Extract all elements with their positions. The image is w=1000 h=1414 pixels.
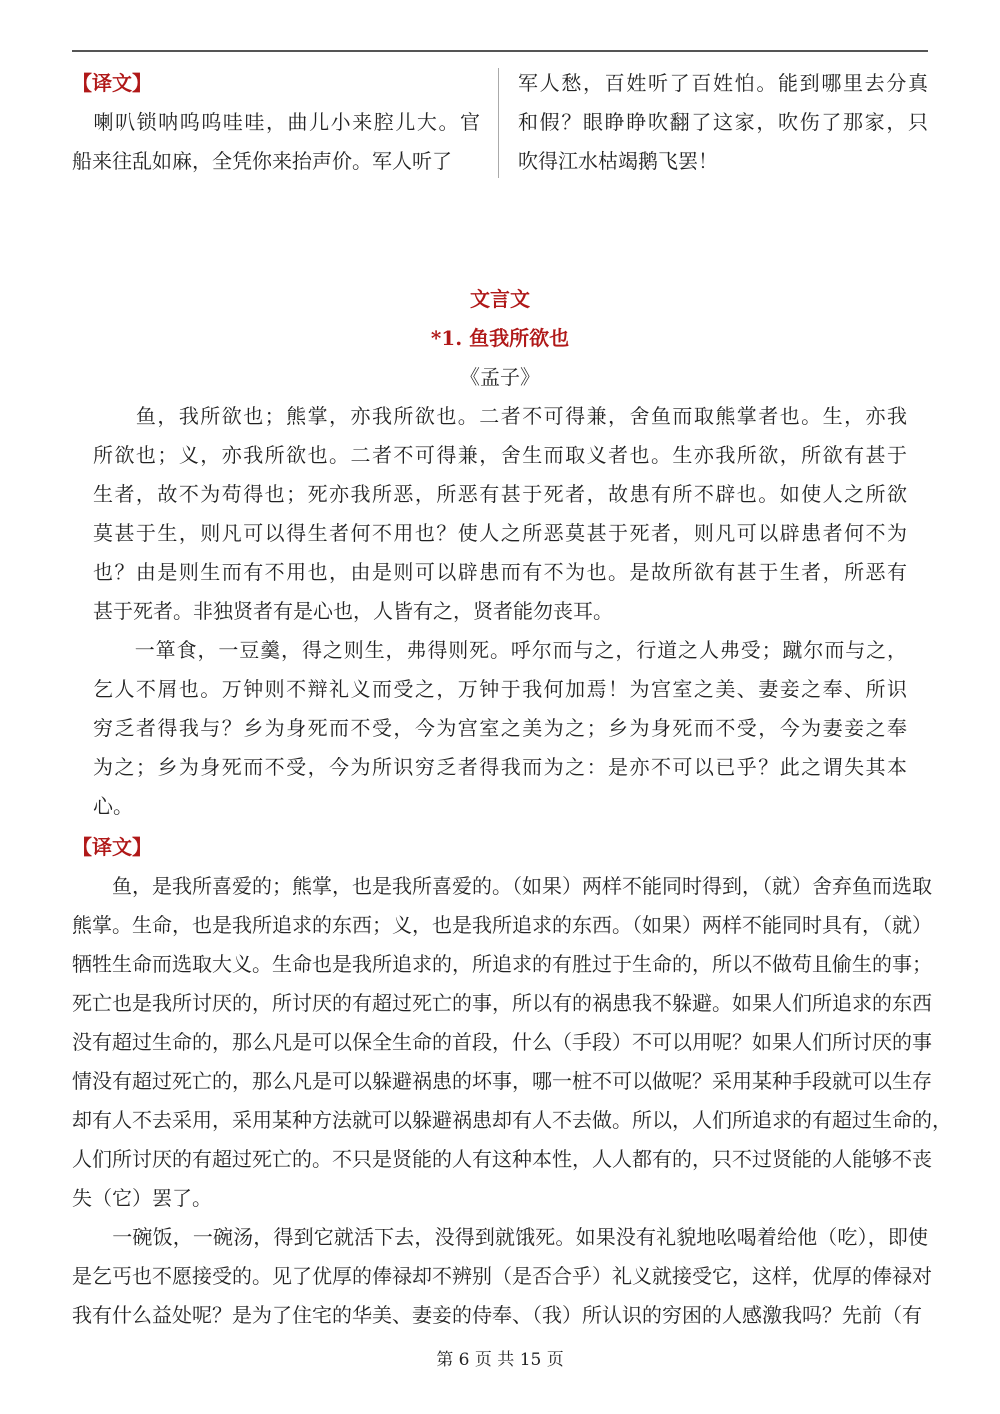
text-line: 和假？眼睁睁吹翻了这家，吹伤了那家，只 [518, 110, 928, 134]
section-heading: 文言文 [470, 287, 530, 311]
translation-label: 【译文】 [72, 835, 152, 859]
text-line: 甚于死者。非独贤者有是心也，人皆有之，贤者能勿丧耳。 [93, 599, 613, 623]
text-line: 没有超过生命的，那么凡是可以保全生命的首段，什么（手段）不可以用呢？如果人们所讨厌的事 [72, 1030, 932, 1054]
text-line: 穷乏者得我与？乡为身死而不受，今为宫室之美为之；乡为身死而不受，今为妻妾之奉 [93, 716, 907, 740]
text-line: 是乞丐也不愿接受的。见了优厚的俸禄却不辨别（是否合乎）礼义就接受它，这样，优厚的俸禄对 [72, 1264, 932, 1288]
translation-section [72, 828, 952, 1335]
text-line: 死亡也是我所讨厌的，所讨厌的有超过死亡的事，所以有的祸患我不躲避。如果人们所追求的东西 [72, 991, 932, 1015]
author: 《孟子》 [460, 365, 540, 389]
header-rule [72, 50, 928, 52]
translation-label-top: 【译文】 [72, 71, 152, 95]
text-line: 船来往乱如麻，全凭你来抬声价。军人听了 [72, 149, 452, 173]
text-line: 为之；乡为身死而不受，今为所识穷乏者得我而为之：是亦不可以已乎？此之谓失其本 [93, 755, 907, 779]
original-text [93, 397, 907, 826]
column-divider [498, 68, 499, 178]
text-line: 鱼，我所欲也；熊掌，亦我所欲也。二者不可得兼，舍鱼而取熊掌者也。生，亦我 [93, 404, 907, 428]
top-right-column [518, 64, 928, 181]
text-line: 情没有超过死亡的，那么凡是可以躲避祸患的坏事，哪一桩不可以做呢？采用某种手段就可以生存 [72, 1069, 932, 1093]
top-left-column [72, 64, 480, 181]
text-line: 一碗饭，一碗汤，得到它就活下去，没得到就饿死。如果没有礼貌地吆喝着给他（吃），即使 [72, 1225, 928, 1249]
text-line: 鱼，是我所喜爱的；熊掌，也是我所喜爱的。（如果）两样不能同时得到，（就）舍弃鱼而选取 [72, 874, 932, 898]
text-line: 牺牲生命而选取大义。生命也是我所追求的，所追求的有胜过于生命的，所以不做苟且偷生的事； [72, 952, 932, 976]
text-line: 军人愁，百姓听了百姓怕。能到哪里去分真 [518, 71, 928, 95]
text-line: 熊掌。生命，也是我所追求的东西；义，也是我所追求的东西。（如果）两样不能同时具有，（就） [72, 913, 932, 937]
text-line: 生者，故不为苟得也；死亦我所恶，所恶有甚于死者，故患有所不辟也。如使人之所欲 [93, 482, 907, 506]
text-line: 一箪食，一豆羹，得之则生，弗得则死。呼尔而与之，行道之人弗受；蹴尔而与之， [93, 638, 907, 662]
text-line: 心。 [93, 794, 133, 818]
text-line: 也？由是则生而有不用也，由是则可以辟患而有不为也。是故所欲有甚于生者，所恶有 [93, 560, 907, 584]
page-footer: 第 6 页 共 15 页 [436, 1350, 564, 1370]
text-line: 却有人不去采用，采用某种方法就可以躲避祸患却有人不去做。所以，人们所追求的有超过生命的， [72, 1108, 952, 1132]
text-line: 人们所讨厌的有超过死亡的。不只是贤能的人有这种本性，人人都有的，只不过贤能的人能够不丧 [72, 1147, 932, 1171]
text-line: 喇叭锁呐呜呜哇哇，曲儿小来腔儿大。官 [72, 110, 480, 134]
text-title: *1. 鱼我所欲也 [430, 326, 570, 350]
text-line: 失（它）罢了。 [72, 1186, 212, 1210]
text-line: 所欲也；义，亦我所欲也。二者不可得兼，舍生而取义者也。生亦我所欲，所欲有甚于 [93, 443, 907, 467]
text-line: 莫甚于生，则凡可以得生者何不用也？使人之所恶莫甚于死者，则凡可以辟患者何不为 [93, 521, 907, 545]
text-line: 乞人不屑也。万钟则不辩礼义而受之，万钟于我何加焉！为宫室之美、妻妾之奉、所识 [93, 677, 907, 701]
text-line: 吹得江水枯竭鹅飞罢！ [518, 149, 718, 173]
text-line: 我有什么益处呢？是为了住宅的华美、妻妾的侍奉、（我）所认识的穷困的人感激我吗？先前（有 [72, 1303, 922, 1327]
